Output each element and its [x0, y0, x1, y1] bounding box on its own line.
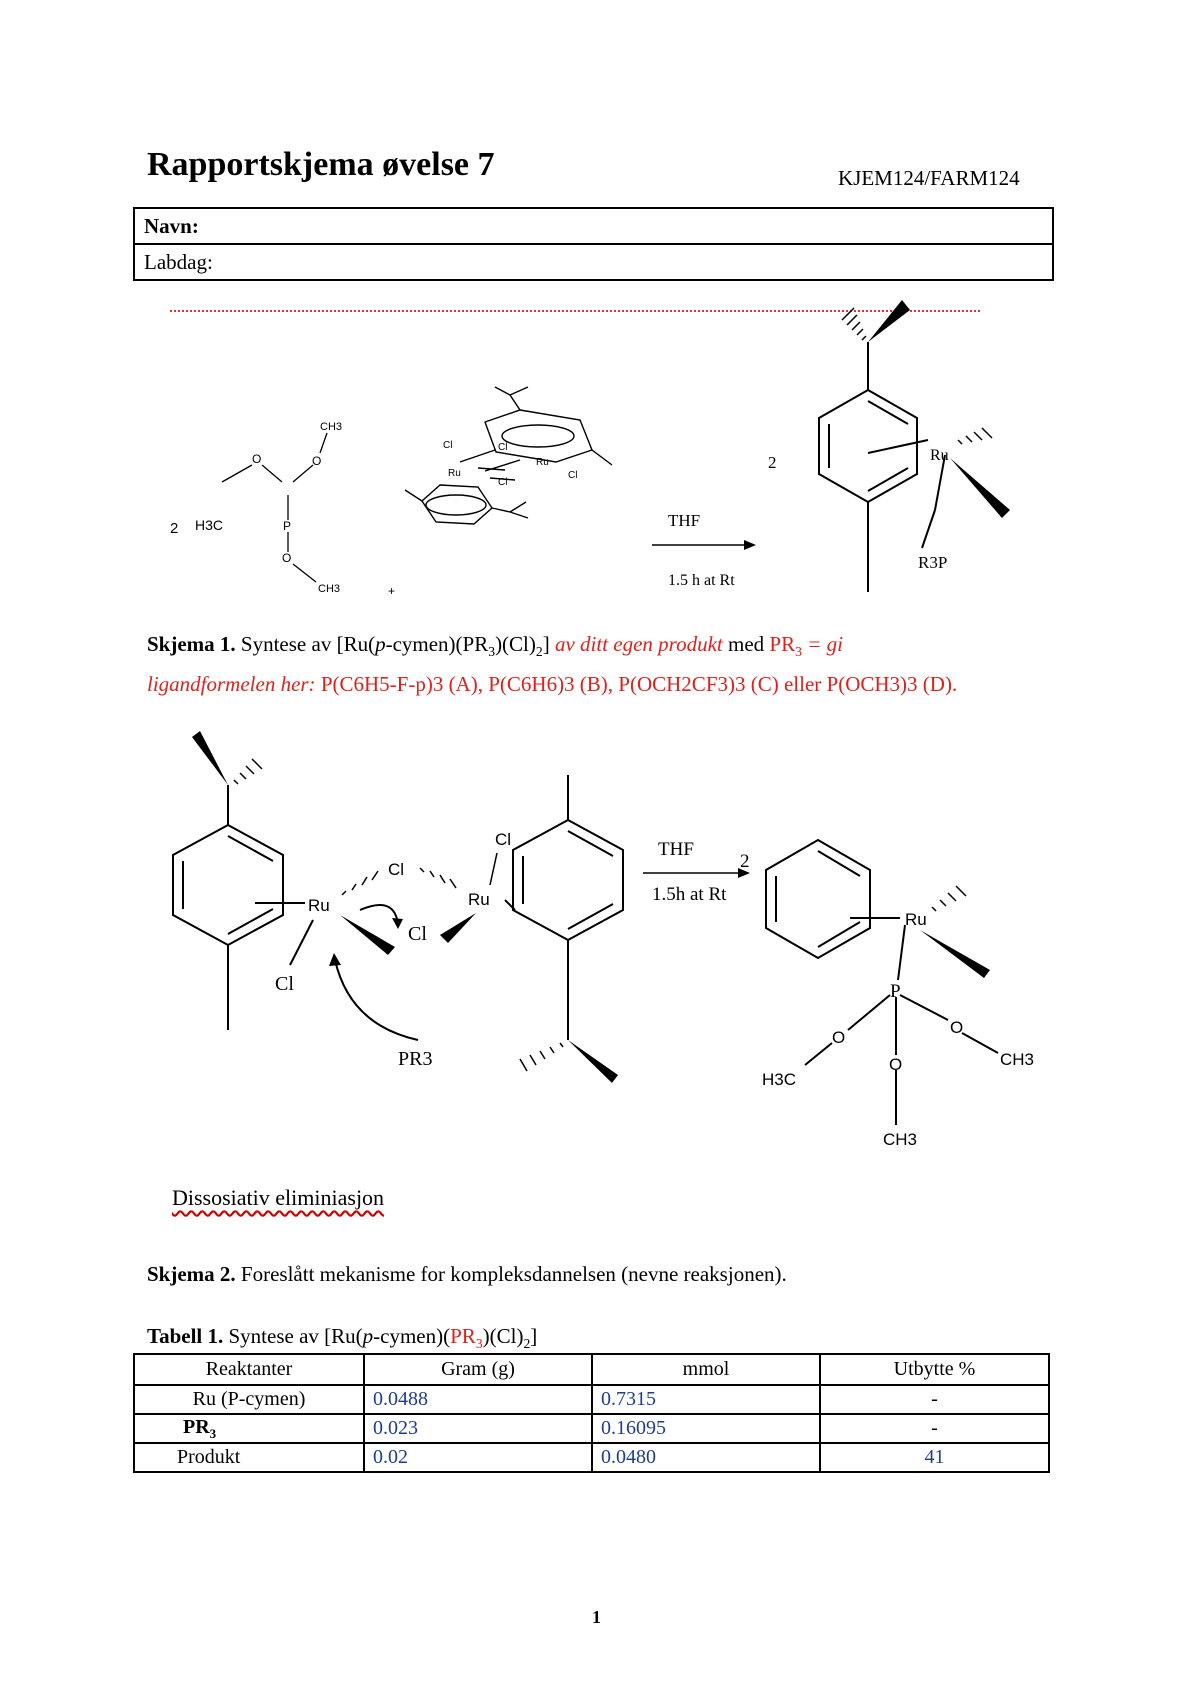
scheme1-caption-sub3: 3 [488, 644, 496, 660]
s2-ch3-right: CH3 [1000, 1050, 1035, 1069]
s1-dimer-cl2: Cl [498, 442, 508, 453]
s1-o1: O [252, 452, 262, 466]
table1-caption-pr3-sub: 3 [475, 1336, 483, 1352]
s1-arrow-head [744, 540, 756, 550]
table1-caption-text2: -cymen)( [373, 1324, 451, 1348]
s2-ru-right: Ru [468, 890, 490, 909]
table-row [134, 1414, 1049, 1443]
s1-dimer-ru2: Ru [536, 457, 549, 468]
s1-dimer-cl3: Cl [498, 477, 508, 488]
table-header: Gram (g) [364, 1354, 592, 1385]
s2-wedge-left-top [192, 731, 228, 785]
s2-curved-arrow-2 [335, 960, 418, 1040]
scheme1-caption [147, 628, 1047, 701]
s1-wedge-ru [950, 458, 1010, 518]
s2-coef: 2 [740, 851, 750, 872]
s2-hash-product [932, 886, 966, 911]
table-header: mmol [592, 1354, 820, 1385]
mechanism-name: Dissosiativ eliminiasjon [172, 1185, 385, 1210]
s1-coef-left: 2 [170, 520, 179, 537]
reactant-gram[interactable]: 0.0488 [364, 1385, 592, 1414]
table1-caption-text: Syntese av [Ru( [223, 1324, 363, 1348]
table-row [134, 1443, 1049, 1472]
reactant-mmol[interactable]: 0.0480 [592, 1443, 820, 1472]
s1-conditions: 1.5 h at Rt [668, 572, 735, 589]
s2-ru-cl-bond [490, 853, 497, 885]
scheme1-caption-pr3: PR [769, 632, 796, 656]
s1-r3p: R3P [918, 553, 948, 572]
scheme2-caption [147, 1258, 1047, 1291]
s1-p: P [283, 519, 292, 533]
reactant-name-sub: 3 [209, 1425, 217, 1441]
reactant-mmol[interactable]: 0.7315 [592, 1385, 820, 1414]
s2-wedge-product [920, 930, 990, 978]
s2-pr3: PR3 [398, 1048, 433, 1070]
labday-field[interactable]: Labdag: [135, 243, 1052, 279]
scheme1-caption-red: av ditt egen produkt [554, 632, 723, 656]
s1-coef-right: 2 [768, 453, 777, 472]
course-code: KJEM124/FARM124 [838, 166, 1020, 190]
s1-solvent: THF [668, 511, 701, 530]
scheme1-caption-text4: ] [542, 632, 555, 656]
s2-hash-left-top [234, 759, 262, 784]
s1-h3c: H3C [195, 517, 224, 533]
s2-ru-left: Ru [308, 896, 330, 915]
s1-hash-top [842, 308, 866, 340]
scheme1-caption-pr3-sub: 3 [795, 644, 802, 660]
table1-caption-text3: )(Cl) [482, 1324, 524, 1348]
page-title: Rapportskjema øvelse 7 [147, 146, 495, 183]
s1-dimer-cl4: Cl [568, 470, 578, 481]
s2-o1: O [832, 1028, 846, 1047]
scheme2-caption-label: Skjema 2. [147, 1262, 236, 1286]
table-header: Reaktanter [134, 1354, 364, 1385]
s2-solvent: THF [658, 839, 694, 860]
s2-wedge-right-ru [440, 913, 476, 943]
s1-dimer-cl1: Cl [443, 440, 453, 451]
s2-curved-arrow-1 [360, 905, 398, 925]
table1-caption-p: p [362, 1324, 374, 1348]
scheme1-caption-p: p [375, 632, 386, 656]
reactant-yield[interactable]: - [820, 1414, 1049, 1443]
s2-cl-leaving: Cl [408, 923, 427, 945]
s2-curved-arrow-1-head [392, 918, 403, 929]
ru-dimer-structure [405, 387, 612, 524]
scheme1-caption-eq: = gi [801, 632, 843, 656]
s2-conditions: 1.5h at Rt [652, 884, 727, 905]
reactant-name: Ru (P-cymen) [134, 1385, 364, 1414]
synthesis-table [133, 1353, 1050, 1473]
table-header-row [134, 1354, 1049, 1385]
s2-ru-product: Ru [905, 910, 927, 929]
scheme1-caption-text2: -cymen)(PR [385, 632, 489, 656]
reactant-gram[interactable]: 0.023 [364, 1414, 592, 1443]
scheme1-caption-text3: )(Cl) [495, 632, 536, 656]
table1-caption-label: Tabell 1. [147, 1324, 224, 1348]
s2-o2: O [950, 1018, 964, 1037]
page-number: 1 [592, 1607, 601, 1627]
scheme1-caption-text: Syntese av [Ru( [235, 632, 376, 656]
reactant-yield[interactable]: 41 [820, 1443, 1049, 1472]
scheme2-mechanism [0, 725, 1200, 1165]
scheme1-caption-line2: ligandformelen her: [147, 672, 316, 697]
s1-ch3-2: CH3 [318, 583, 341, 595]
s1-o2: O [312, 454, 322, 468]
table-header: Utbytte % [820, 1354, 1049, 1385]
s1-dimer-ru1: Ru [448, 468, 461, 479]
s2-right-arene [505, 775, 623, 1040]
s1-o3: O [282, 551, 292, 565]
s2-wedge-right-bottom [568, 1040, 618, 1083]
reactant-name: PR [183, 1415, 210, 1438]
table-row [134, 1385, 1049, 1414]
scheme2-caption-text: Foreslått mekanisme for kompleksdannelsen (nevne reaksjonen). [235, 1262, 787, 1286]
s1-plus: + [388, 584, 396, 598]
scheme1-caption-sub2: 2 [535, 644, 543, 660]
reactant-gram[interactable]: 0.02 [364, 1443, 592, 1472]
table1-caption-sub2: 2 [523, 1336, 531, 1352]
s2-product [766, 840, 998, 1125]
table1-caption-close: ] [530, 1324, 538, 1348]
s2-h3c: H3C [762, 1070, 797, 1089]
s2-cl-top: Cl [495, 830, 512, 849]
scheme1-caption-ligands: P(C6H5-F-p)3 (A), P(C6H6)3 (B), P(OCH2CF3)3 (C) eller P(OCH3)3 (D). [315, 672, 958, 697]
reactant-name-cell [134, 1414, 364, 1443]
scheme1-caption-med: med [722, 632, 770, 656]
scheme1-reaction [0, 300, 1200, 610]
s1-ru: Ru [930, 447, 949, 464]
name-field[interactable]: Navn: [144, 214, 199, 238]
s2-ch3-bottom: CH3 [883, 1130, 918, 1149]
table1-caption-pr3: PR [450, 1324, 476, 1348]
s2-curved-arrow-2-head [329, 953, 341, 966]
reactant-yield[interactable]: - [820, 1385, 1049, 1414]
s1-wedge-top [868, 300, 910, 342]
reactant-mmol[interactable]: 0.16095 [592, 1414, 820, 1443]
s2-cl-bridge: Cl [388, 860, 405, 879]
info-box [133, 207, 1054, 281]
scheme1-caption-label: Skjema 1. [147, 632, 236, 656]
reactant-name: Produkt [134, 1443, 364, 1472]
s2-p: P [890, 981, 901, 1002]
s2-cl-left: Cl [275, 973, 294, 995]
s1-hash-ru [958, 428, 992, 444]
s2-o3: O [889, 1055, 903, 1074]
s2-wedge-left-ru [340, 915, 395, 955]
s1-ch3-1: CH3 [320, 421, 343, 433]
s2-hash-right-bottom [520, 1043, 563, 1071]
